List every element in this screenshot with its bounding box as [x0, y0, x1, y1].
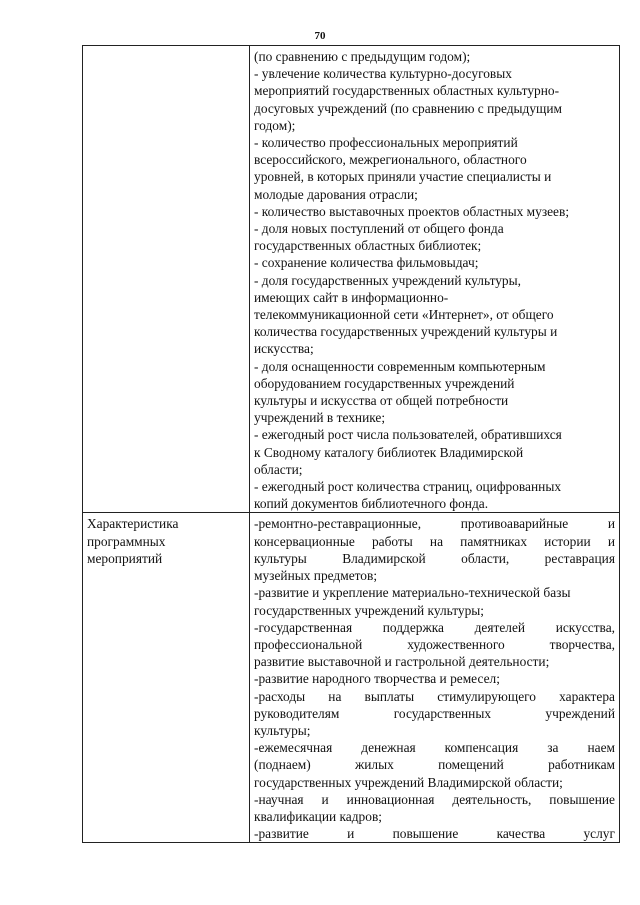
text-line: имеющих сайт в информационно-	[254, 289, 449, 305]
text-line: оборудованием государственных учреждений	[254, 375, 515, 391]
text-line: телекоммуникационной сети «Интернет», от общего	[254, 307, 554, 323]
text-line: - сохранение количества фильмовыдач;	[254, 255, 479, 271]
text-line: -развитие и укрепление материально-технической базы	[254, 585, 571, 601]
text-line: государственных учреждений культуры;	[254, 602, 485, 618]
text-line: к Сводному каталогу библиотек Владимирской	[254, 444, 524, 460]
page-number: 70	[314, 30, 326, 42]
text-line: -развитие народного творчества и ремесел;	[254, 671, 500, 687]
text-line: (по сравнению с предыдущим годом);	[254, 49, 471, 64]
table-row	[83, 46, 620, 513]
text-line: - доля новых поступлений от общего фонда	[254, 221, 504, 237]
text-line: всероссийского, межрегионального, областного	[254, 152, 527, 168]
text-line: музейных предметов;	[254, 568, 378, 584]
program-table	[82, 45, 620, 843]
text-line: развитие выставочной и гастрольной деятельности;	[254, 654, 550, 670]
activities-cell	[250, 513, 620, 843]
text-line: учреждений в технике;	[254, 410, 386, 426]
text-line: государственных учреждений Владимирской области;	[254, 774, 563, 790]
label-cell	[83, 513, 250, 843]
text-line: искусства;	[254, 341, 314, 357]
text-line: - доля государственных учреждений культуры,	[254, 272, 521, 288]
text-line: мероприятий государственных областных культурно-	[254, 83, 560, 99]
text-line: - ежегодный рост количества страниц, оцифрованных	[254, 479, 562, 495]
text-line: области;	[254, 461, 303, 477]
text-line: культуры и искусства от общей потребности	[254, 393, 509, 409]
text-line: государственных областных библиотек;	[254, 238, 482, 254]
label-line: мероприятий	[87, 550, 163, 566]
text-line: -научная и инновационная деятельность, повышение	[254, 791, 615, 807]
text-line: культуры;	[254, 722, 311, 738]
text-line: -расходы на выплаты стимулирующего характера	[254, 688, 615, 704]
text-line: профессиональной художественного творчества,	[254, 636, 615, 652]
text-line: консервационные работы на памятниках истории и	[254, 533, 615, 549]
row-label-characteristics	[87, 515, 245, 567]
text-line: - увлечение количества культурно-досуговых	[254, 66, 512, 82]
text-line: количества государственных учреждений культуры и	[254, 324, 558, 340]
text-line: уровней, в которых приняли участие специалисты и	[254, 169, 552, 185]
text-line: квалификации кадров;	[254, 808, 382, 824]
indicators-list	[254, 48, 615, 512]
text-line: руководителям государственных учреждений	[254, 705, 615, 721]
text-line: культуры Владимирской области, реставрация	[254, 550, 615, 566]
text-line: -ежемесячная денежная компенсация за наем	[254, 740, 615, 756]
table-row	[83, 513, 620, 843]
text-line: -ремонтно-реставрационные, противоаварийные и	[254, 516, 615, 532]
activities-list	[254, 515, 615, 842]
text-line: (поднаем) жилых помещений работникам	[254, 757, 615, 773]
text-line: - количество профессиональных мероприятий	[254, 135, 518, 151]
text-line: копий документов библиотечного фонда.	[254, 496, 489, 512]
text-line: -развитие и повышение качества услуг	[254, 826, 615, 842]
text-line: годом);	[254, 117, 296, 133]
text-line: - ежегодный рост числа пользователей, обратившихся	[254, 427, 562, 443]
label-cell-empty	[83, 46, 250, 513]
text-line: -государственная поддержка деятелей искусства,	[254, 619, 615, 635]
text-line: - доля оснащенности современным компьютерным	[254, 358, 546, 374]
indicators-cell	[250, 46, 620, 513]
text-line: досуговых учреждений (по сравнению с предыдущим	[254, 100, 562, 116]
text-line: - количество выставочных проектов областных музеев;	[254, 203, 570, 219]
label-line: Характеристика	[87, 516, 179, 532]
text-line: молодые дарования отрасли;	[254, 186, 418, 202]
label-line: программных	[87, 533, 166, 549]
